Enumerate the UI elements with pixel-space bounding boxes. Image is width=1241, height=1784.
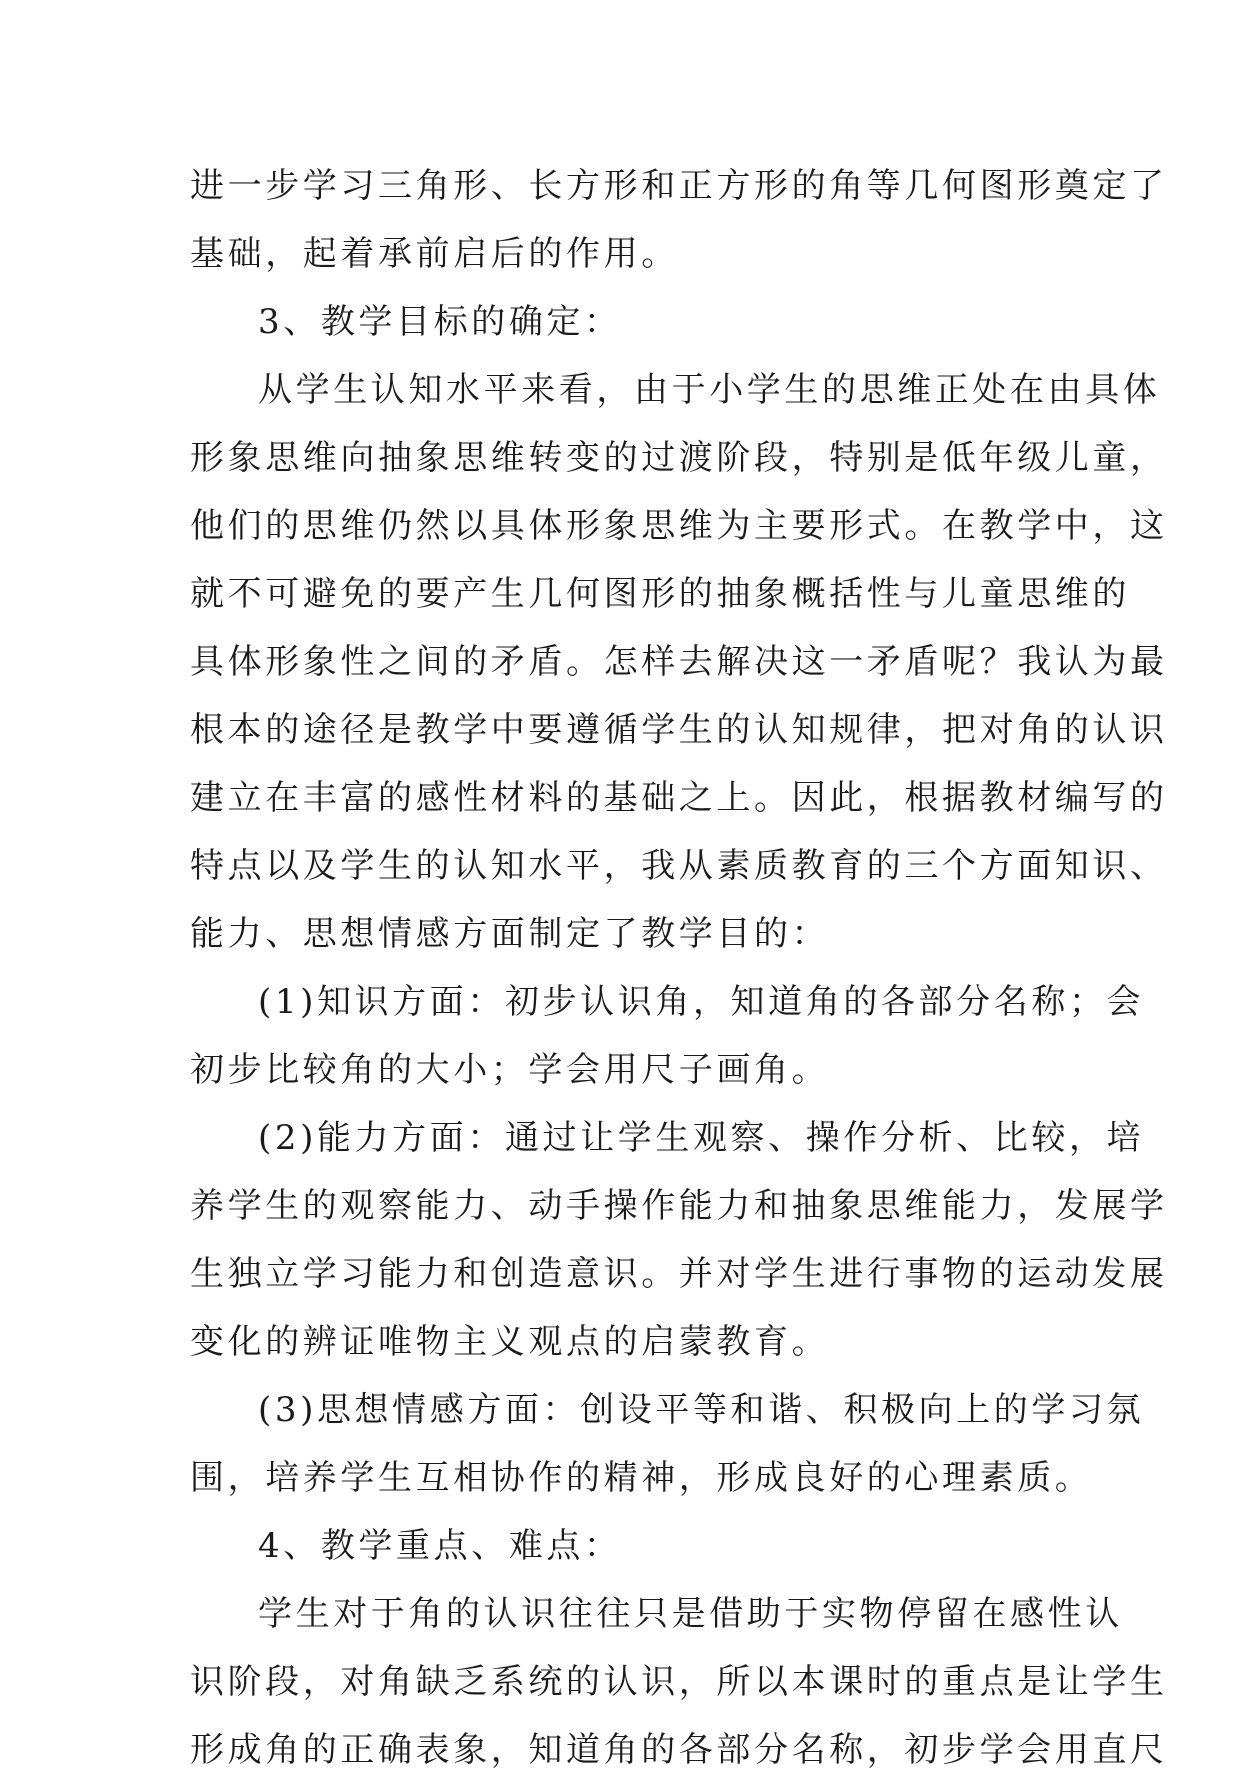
- text-line: 基础，起着承前启后的作用。: [190, 234, 679, 274]
- text-line: 形象思维向抽象思维转变的过渡阶段，特别是低年级儿童，: [190, 438, 1168, 478]
- text-line: 变化的辨证唯物主义观点的启蒙教育。: [190, 1322, 830, 1362]
- text-line: 从学生认知水平来看，由于小学生的思维正处在由具体: [258, 370, 1161, 410]
- text-line: 初步比较角的大小；学会用尺子画角。: [190, 1050, 830, 1090]
- text-line: 生独立学习能力和创造意识。并对学生进行事物的运动发展: [190, 1254, 1168, 1294]
- text-line: 他们的思维仍然以具体形象思维为主要形式。在教学中，这: [190, 506, 1168, 546]
- text-line: (2)能力方面：通过让学生观察、操作分析、比较，培: [258, 1118, 1145, 1158]
- text-line: 就不可避免的要产生几何图形的抽象概括性与儿童思维的: [190, 574, 1130, 614]
- text-line: 能力、思想情感方面制定了教学目的：: [190, 914, 830, 954]
- text-line: 形成角的正确表象，知道角的各部分名称，初步学会用直尺: [190, 1730, 1168, 1770]
- text-line: 学生对于角的认识往往只是借助于实物停留在感性认: [258, 1594, 1123, 1634]
- document-body: [190, 152, 1168, 1784]
- text-line: 围，培养学生互相协作的精神，形成良好的心理素质。: [190, 1458, 1093, 1498]
- text-line: (3)思想情感方面：创设平等和谐、积极向上的学习氛: [258, 1390, 1145, 1430]
- text-line: 3、教学目标的确定：: [258, 302, 622, 342]
- text-line: 识阶段，对角缺乏系统的认识，所以本课时的重点是让学生: [190, 1662, 1168, 1702]
- text-line: 4、教学重点、难点：: [258, 1526, 622, 1566]
- text-line: 建立在丰富的感性材料的基础之上。因此，根据教材编写的: [190, 778, 1168, 818]
- text-line: 具体形象性之间的矛盾。怎样去解决这一矛盾呢？我认为最: [190, 642, 1168, 682]
- text-line: 养学生的观察能力、动手操作能力和抽象思维能力，发展学: [190, 1186, 1168, 1226]
- text-line: 进一步学习三角形、长方形和正方形的角等几何图形奠定了: [190, 166, 1168, 206]
- text-line: (1)知识方面：初步认识角，知道角的各部分名称；会: [258, 982, 1145, 1022]
- text-line: 特点以及学生的认知水平，我从素质教育的三个方面知识、: [190, 846, 1168, 886]
- text-line: 根本的途径是教学中要遵循学生的认知规律，把对角的认识: [190, 710, 1168, 750]
